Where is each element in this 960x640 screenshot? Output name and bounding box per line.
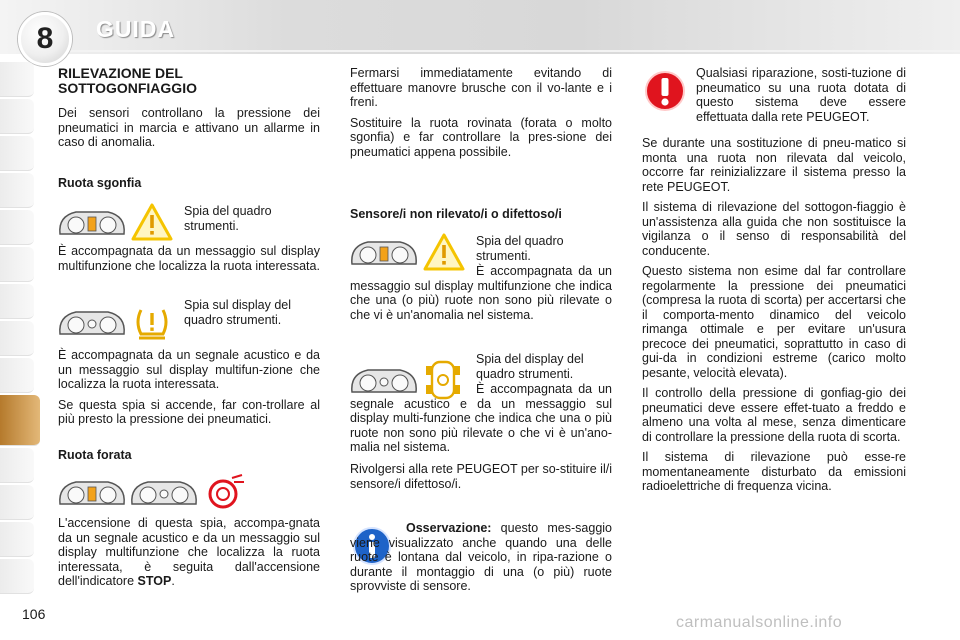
paragraph: Il sistema di rilevazione del sottogon-fiaggio è un'assistenza alla guida che non sostituisce la vigilanza o il senso di responsabilità del conducente. bbox=[642, 200, 906, 258]
spia-caption: Spia del quadro strumenti. bbox=[476, 234, 564, 263]
observation-body: questo mes-saggio viene visualizzato anche quando una delle ruote è lontana dal veicolo, in ripa-razione o durante il montaggio di una (o più) ruote sprovviste di sensore. bbox=[350, 521, 612, 593]
chapter-tab-active[interactable] bbox=[0, 395, 40, 446]
chapter-title: GUIDA bbox=[96, 16, 176, 42]
paragraph: Questo sistema non esime dal far controllare regolarmente la pressione dei pneumatici (compresa la ruota di scorta) per accertarsi che il comporta-mento dinamico del veicolo rimanga ottimale e per evitare un'usura precoce dei pneumatici, soprattutto in caso di gui-da in condizioni estreme (carico molto pesante, velocità elevata). bbox=[642, 264, 906, 380]
chapter-tab[interactable] bbox=[0, 485, 34, 520]
spia-description-text: È accompagnata da un segnale acustico e da un messaggio sul display multifun-zione che localizza la ruota interessata. bbox=[58, 348, 320, 391]
chapter-number: 8 bbox=[18, 12, 72, 66]
sensor-display-description bbox=[350, 382, 612, 461]
chapter-tab[interactable] bbox=[0, 62, 34, 97]
spia-caption: Spia del quadro strumenti. bbox=[184, 204, 272, 233]
tyre-pressure-icon bbox=[132, 302, 172, 342]
stop-indicator-label: STOP bbox=[137, 574, 172, 588]
subsection-title-sensore: Sensore/i non rilevato/i o difettoso/i bbox=[350, 207, 562, 221]
sensor-description-text: È accompagnata da un messaggio sul display multifunzione che indica che una (o più) ruote non sono più rilevate o che vi è un'anomalia nel sistema. bbox=[350, 264, 612, 322]
section-title: RILEVAZIONE DEL SOTTOGONFIAGGIO bbox=[58, 65, 197, 96]
chapter-tab[interactable] bbox=[0, 448, 34, 483]
chapter-tab[interactable] bbox=[0, 559, 34, 594]
chapter-tabs bbox=[0, 62, 34, 596]
spia-description-text: È accompagnata da un messaggio sul display multifunzione che localizza la ruota interessata. bbox=[58, 244, 320, 273]
spia-description bbox=[58, 244, 320, 279]
page-number: 106 bbox=[22, 606, 46, 622]
sensor-display-text: È accompagnata da un segnale acustico e da un messaggio sul display multi-funzione che indica che una o più ruote non sono più rilevate o che vi è un'ano-malia nel sistema. bbox=[350, 382, 612, 454]
chapter-tab[interactable] bbox=[0, 210, 34, 245]
paragraph: Se durante una sostituzione di pneu-matico si monta una ruota non rilevata dal veicolo, occorre far reinizializzare il sistema presso la rete PEUGEOT. bbox=[642, 136, 906, 194]
tyre-puncture-icon bbox=[204, 472, 246, 512]
warning-note bbox=[696, 66, 906, 130]
forata-text-body: L'accensione di questa spia, accompa-gnata da un segnale acustico e da un messaggio sul display multifunzione che localizza la ruota interessata, è seguita dall'accensione dell'indicatore bbox=[58, 516, 320, 588]
cluster-icon bbox=[128, 476, 200, 510]
paragraph: Sostituire la ruota rovinata (forata o molto sgonfia) e far controllare la pres-sione dei pneumatici appena possibile. bbox=[350, 115, 612, 159]
spia-advice-text: Se questa spia si accende, far con-trollare al più presto la pressione dei pneumatici. bbox=[58, 397, 320, 426]
chapter-tab[interactable] bbox=[0, 247, 34, 282]
intro-text: Dei sensori controllano la pressione dei pneumatici in marcia e attivano un allarme in caso di anomalia. bbox=[58, 106, 320, 149]
cluster-icon bbox=[56, 306, 128, 340]
chapter-tab[interactable] bbox=[0, 136, 34, 171]
spia-caption: Spia sul display del quadro strumenti. bbox=[184, 298, 292, 327]
subsection-title-forata: Ruota forata bbox=[58, 448, 132, 462]
warning-triangle-icon bbox=[130, 202, 174, 242]
sensor-advice bbox=[350, 462, 612, 497]
cluster-icon bbox=[56, 206, 128, 240]
sensor-advice-text: Rivolgersi alla rete PEUGEOT per so-stituire il/i sensore/i difettoso/i. bbox=[350, 462, 612, 491]
spia-caption: Spia del display del quadro strumenti. bbox=[476, 352, 584, 381]
paragraph: Il sistema di rilevazione può esse-re momentaneamente disturbato da emissioni radioelettriche di frequenza vicina. bbox=[642, 450, 906, 493]
alert-icon bbox=[644, 70, 686, 112]
header-rule bbox=[60, 50, 960, 52]
paragraph: Fermarsi immediatamente evitando di effettuare manovre brusche con il vo-lante e i freni. bbox=[350, 66, 612, 109]
chapter-tab[interactable] bbox=[0, 99, 34, 134]
sensor-description bbox=[350, 264, 612, 328]
forata-text bbox=[58, 516, 320, 589]
chapter-tab[interactable] bbox=[0, 522, 34, 557]
forata-description bbox=[58, 516, 320, 595]
column-1 bbox=[58, 66, 320, 156]
spia-description bbox=[58, 348, 320, 433]
warning-text: Qualsiasi riparazione, sosti-tuzione di pneumatico su una ruota dotata di questo sistema deve essere effettuata dalla rete PEUGEOT. bbox=[696, 66, 906, 124]
chapter-tab[interactable] bbox=[0, 284, 34, 319]
subsection-title-sgonfia: Ruota sgonfia bbox=[58, 176, 142, 190]
column-3 bbox=[642, 136, 906, 500]
observation-text bbox=[350, 521, 612, 594]
chapter-tab[interactable] bbox=[0, 321, 34, 356]
observation-note bbox=[350, 521, 612, 600]
chapter-tab[interactable] bbox=[0, 358, 34, 393]
observation-label: Osservazione: bbox=[406, 521, 492, 535]
forata-text-end: . bbox=[171, 574, 175, 588]
column-2 bbox=[350, 66, 612, 165]
chapter-tab[interactable] bbox=[0, 173, 34, 208]
cluster-icon bbox=[56, 476, 128, 510]
watermark: carmanualsonline.info bbox=[676, 614, 843, 631]
paragraph: Il controllo della pressione di gonfiag-gio dei pneumatici deve essere effet-tuato a freddo e almeno una volta al mese, senza dimenticare di controllare la pressione della ruota di scorta. bbox=[642, 386, 906, 444]
